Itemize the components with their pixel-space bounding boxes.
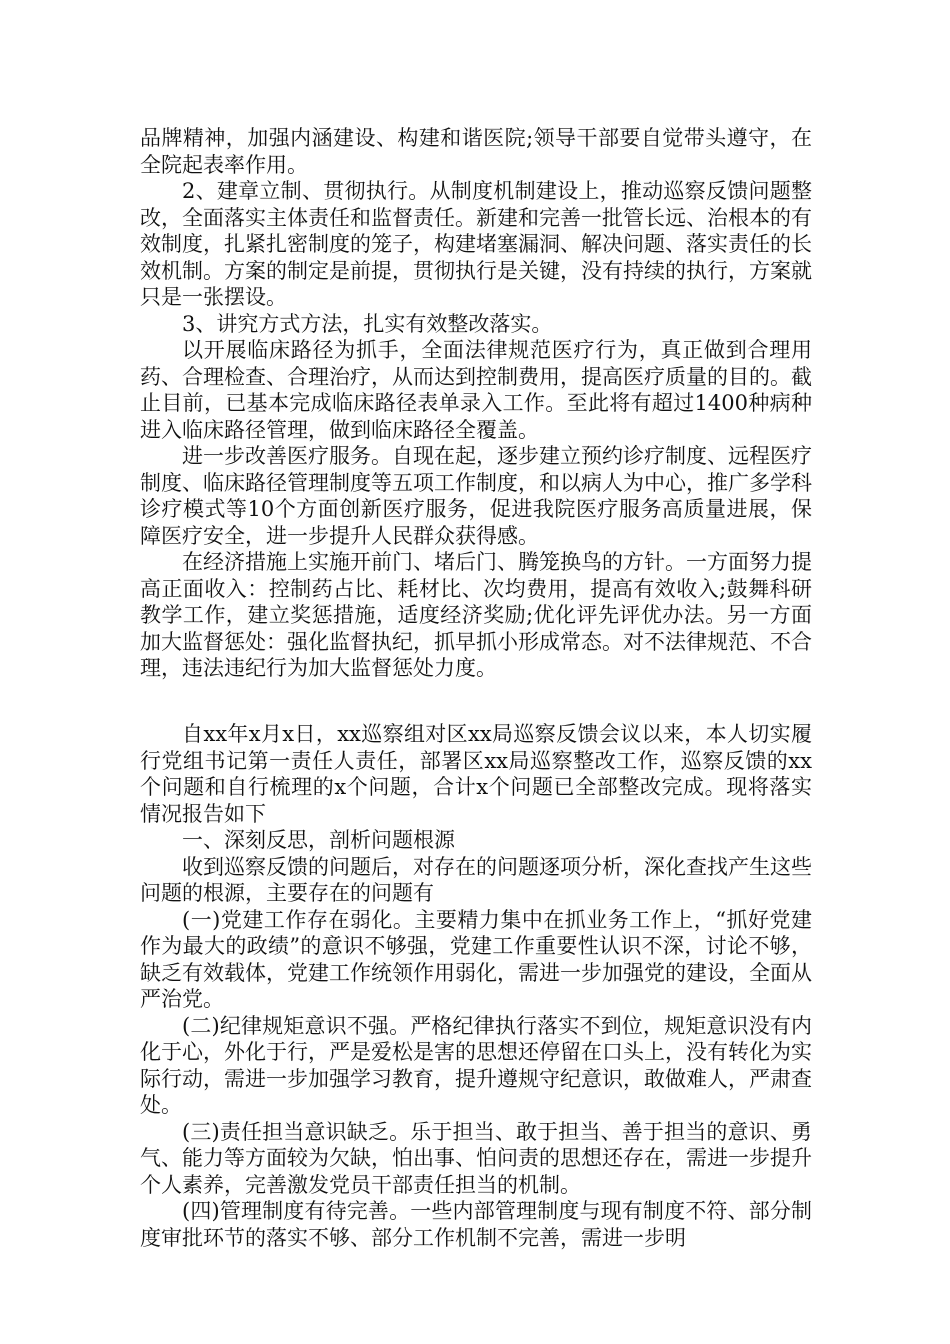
paragraph: (二)纪律规矩意识不强。严格纪律执行落实不到位，规矩意识没有内化于心，外化于行，严是爱松是害的思想还停留在口头上，没有转化为实际行动，需进一步加强学习教育，提升遵规守纪意识，敢做难人，严肃查处。 [140, 1013, 812, 1117]
paragraph: 收到巡察反馈的问题后，对存在的问题逐项分析，深化查找产生这些问题的根源，主要存在的问题有 [140, 854, 812, 905]
paragraph: 在经济措施上实施开前门、堵后门、腾笼换鸟的方针。一方面努力提高正面收入：控制药占比、耗材比、次均费用，提高有效收入;鼓舞科研教学工作，建立奖惩措施，适度经济奖励;优化评先评优办法。另一方面加大监督惩处：强化监督执纪，抓早抓小形成常态。对不法律规范、不合理，违法违纪行为加大监督惩处力度。 [140, 550, 812, 680]
paragraph: (一)党建工作存在弱化。主要精力集中在抓业务工作上，“抓好党建作为最大的政绩”的意识不够强，党建工作重要性认识不深，讨论不够，缺乏有效载体，党建工作统领作用弱化，需进一步加强党的建设，全面从严治党。 [140, 907, 812, 1011]
paragraph: 以开展临床路径为抓手，全面法律规范医疗行为，真正做到合理用药、合理检查、合理治疗，从而达到控制费用，提高医疗质量的目的。截止目前，已基本完成临床路径表单录入工作。至此将有超过1400种病种进入临床路径管理，做到临床路径全覆盖。 [140, 338, 812, 442]
paragraph: 自xx年x月x日，xx巡察组对区xx局巡察反馈会议以来，本人切实履行党组书记第一责任人责任，部署区xx局巡察整改工作，巡察反馈的xx个问题和自行梳理的x个问题，合计x个问题已全部整改完成。现将落实情况报告如下 [140, 722, 812, 826]
paragraph: 2、建章立制、贯彻执行。从制度机制建设上，推动巡察反馈问题整改，全面落实主体责任和监督责任。新建和完善一批管长远、治根本的有效制度，扎紧扎密制度的笼子，构建堵塞漏洞、解决问题、落实责任的长效机制。方案的制定是前提，贯彻执行是关键，没有持续的执行，方案就只是一张摆设。 [140, 179, 812, 309]
text-block-upper [140, 125, 812, 682]
paragraph: 品牌精神，加强内涵建设、构建和谐医院;领导干部要自觉带头遵守，在全院起表率作用。 [140, 126, 812, 177]
text-block-lower [140, 721, 812, 1251]
section-heading: 一、深刻反思，剖析问题根源 [182, 828, 455, 852]
paragraph: 进一步改善医疗服务。自现在起，逐步建立预约诊疗制度、远程医疗制度、临床路径管理制度等五项工作制度，和以病人为中心，推广多学科诊疗模式等10个方面创新医疗服务，促进我院医疗服务高质量进展，保障医疗安全，进一步提升人民群众获得感。 [140, 444, 812, 548]
paragraph: (四)管理制度有待完善。一些内部管理制度与现有制度不符、部分制度审批环节的落实不够、部分工作机制不完善，需进一步明 [140, 1199, 812, 1250]
paragraph: (三)责任担当意识缺乏。乐于担当、敢于担当、善于担当的意识、勇气、能力等方面较为欠缺，怕出事、怕问责的思想还存在，需进一步提升个人素养，完善激发党员干部责任担当的机制。 [140, 1119, 812, 1197]
paragraph: 3、讲究方式方法，扎实有效整改落实。 [182, 311, 553, 336]
